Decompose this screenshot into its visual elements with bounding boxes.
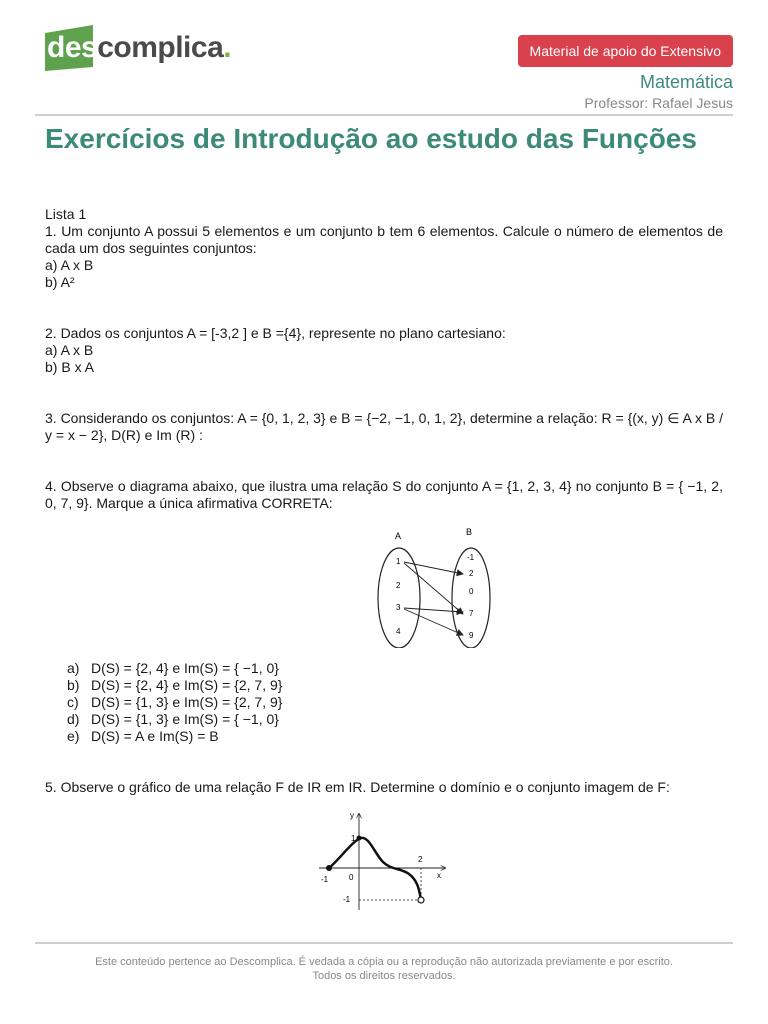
set-a-element: 2 bbox=[396, 581, 401, 590]
answer-options bbox=[45, 660, 723, 745]
material-badge: Material de apoio do Extensivo bbox=[518, 35, 733, 67]
logo-text-part1: des bbox=[47, 31, 98, 64]
option-letter: b) bbox=[67, 677, 80, 693]
option-text: D(S) = {1, 3} e Im(S) = { −1, 0} bbox=[91, 711, 279, 727]
list-label: Lista 1 bbox=[45, 206, 87, 222]
footer-divider bbox=[35, 942, 733, 944]
answer-option bbox=[67, 711, 723, 728]
subject-label: Matemática bbox=[639, 72, 733, 92]
graph-label: 2 bbox=[418, 855, 423, 864]
relation-arrow bbox=[404, 563, 463, 614]
answer-option bbox=[67, 694, 723, 711]
x-axis-label: x bbox=[437, 871, 441, 880]
question-4-text: 4. Observe o diagrama abaixo, que ilustra uma relação S do conjunto A = {1, 2, 3, 4} no conjunto B = { −1, 2, 0, 7, 9}. Marque a única afirmativa CORRETA: bbox=[45, 478, 723, 511]
relation-diagram bbox=[333, 526, 493, 648]
graph-label: 1 bbox=[351, 834, 356, 843]
answer-option bbox=[67, 660, 723, 677]
y-axis-label: y bbox=[350, 811, 354, 820]
exercise-list bbox=[45, 206, 723, 912]
set-b-element: -1 bbox=[467, 553, 475, 562]
option-text: D(S) = {1, 3} e Im(S) = {2, 7, 9} bbox=[91, 694, 283, 710]
footer-line-1: Este conteúdo pertence ao Descomplica. É vedada a cópia ou a reprodução não autorizada previamente e por escrito. bbox=[95, 956, 673, 968]
question-1-item-a: a) A x B bbox=[45, 257, 94, 273]
option-letter: a) bbox=[67, 660, 80, 676]
question-2-item-b: b) B x A bbox=[45, 359, 95, 375]
logo-text-part2: complica bbox=[97, 31, 224, 64]
option-letter: e) bbox=[67, 728, 80, 744]
function-graph bbox=[317, 808, 457, 912]
answer-option bbox=[67, 728, 723, 745]
question-2-text: 2. Dados os conjuntos A = [-3,2 ] e B ={4}, represente no plano cartesiano: bbox=[45, 325, 506, 341]
set-a-element: 1 bbox=[396, 557, 401, 566]
set-b-element: 9 bbox=[469, 631, 474, 640]
question-1-item-b: b) A² bbox=[45, 274, 75, 290]
page-title: Exercícios de Introdução ao estudo das Funções bbox=[45, 123, 697, 154]
option-text: D(S) = {2, 4} e Im(S) = { −1, 0} bbox=[91, 660, 279, 676]
set-b-element: 2 bbox=[469, 569, 474, 578]
set-b-element: 0 bbox=[469, 587, 474, 596]
option-text: D(S) = {2, 4} e Im(S) = {2, 7, 9} bbox=[91, 677, 283, 693]
footer-line-2: Todos os direitos reservados. bbox=[312, 970, 456, 982]
function-curve bbox=[329, 838, 421, 900]
diagram-label-a: A bbox=[395, 531, 402, 541]
question-1-text: 1. Um conjunto A possui 5 elementos e um conjunto b tem 6 elementos. Calcule o número de elementos de cada um dos seguintes conjuntos: bbox=[45, 223, 723, 256]
closed-endpoint bbox=[326, 865, 332, 871]
graph-label: 0 bbox=[349, 873, 354, 882]
footer bbox=[0, 955, 768, 983]
set-a-element: 3 bbox=[396, 603, 401, 612]
descomplica-logo bbox=[45, 25, 231, 71]
answer-option bbox=[67, 677, 723, 694]
graph-label: -1 bbox=[343, 895, 351, 904]
set-b-element: 7 bbox=[469, 609, 474, 618]
header-divider bbox=[35, 114, 733, 116]
option-letter: c) bbox=[67, 694, 79, 710]
question-2-item-a: a) A x B bbox=[45, 342, 94, 358]
logo-dot: . bbox=[223, 31, 232, 64]
option-text: D(S) = A e Im(S) = B bbox=[91, 728, 219, 744]
relation-arrow bbox=[404, 562, 463, 574]
question-5-text: 5. Observe o gráfico de uma relação F de IR em IR. Determine o domínio e o conjunto imagem de F: bbox=[45, 779, 670, 795]
relation-arrow bbox=[404, 608, 463, 612]
teacher-label: Professor: Rafael Jesus bbox=[584, 95, 733, 111]
diagram-label-b: B bbox=[466, 527, 473, 537]
closed-point bbox=[357, 836, 362, 841]
question-3-text: 3. Considerando os conjuntos: A = {0, 1, 2, 3} e B = {−2, −1, 0, 1, 2}, determine a relação: R = {(x, y) ∈ A x B / y = x − 2}, D(R) e Im (R) : bbox=[45, 410, 724, 443]
option-letter: d) bbox=[67, 711, 80, 727]
open-endpoint bbox=[418, 897, 424, 903]
logo-text bbox=[45, 25, 231, 71]
graph-label: -1 bbox=[321, 875, 329, 884]
set-a-element: 4 bbox=[396, 627, 401, 636]
